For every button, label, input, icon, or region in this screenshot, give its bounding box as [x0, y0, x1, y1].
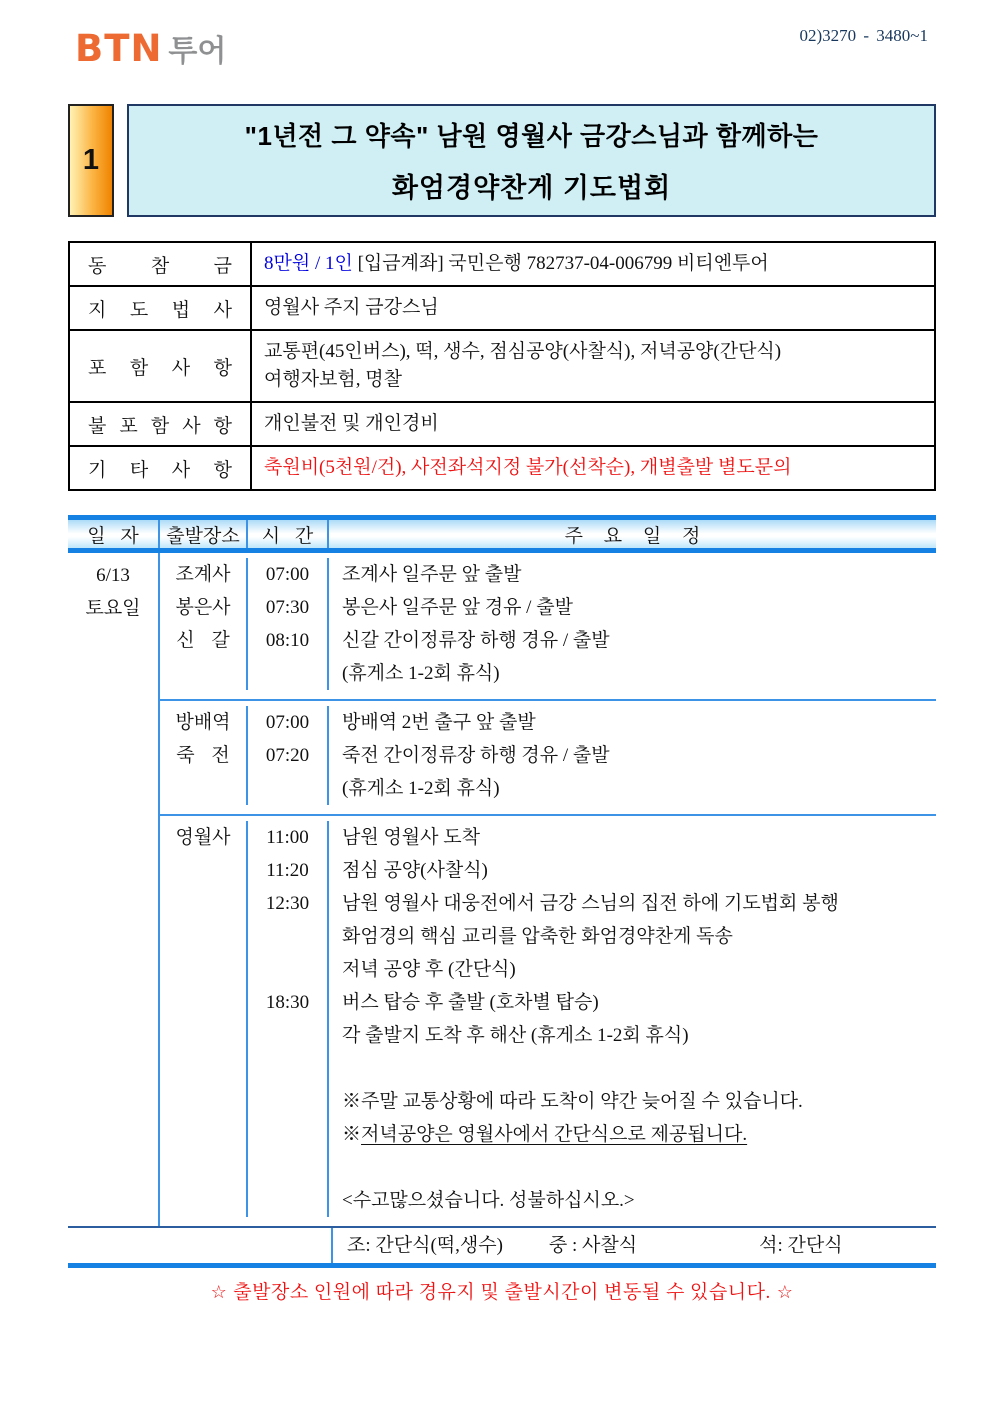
- desc-cell: [329, 1118, 936, 1151]
- desc-cell: (휴게소 1-2회 휴식): [342, 663, 500, 684]
- place-cell: 방배역: [160, 706, 248, 739]
- info-label: 불 포 함 사 항: [88, 415, 232, 437]
- logo-tour-text: 투어: [168, 34, 227, 69]
- schedule-line: [160, 821, 936, 854]
- desc-cell: 방배역 2번 출구 앞 출발: [342, 712, 536, 733]
- desc-cell: 남원 영월사 대웅전에서 금강 스님의 집전 하에 기도법회 봉행: [342, 893, 839, 914]
- time-cell: [248, 772, 329, 805]
- desc-cell: [329, 1052, 936, 1085]
- meal-dinner: 석: 간단식: [759, 1235, 843, 1256]
- meals-row: [68, 1226, 936, 1268]
- time-cell: [248, 1085, 329, 1118]
- place-cell: [160, 986, 248, 1019]
- schedule-line: [160, 854, 936, 887]
- star-icon: ☆: [210, 1282, 228, 1302]
- meal-lunch: 중 : 사찰식: [548, 1235, 638, 1256]
- time-cell: 07:30: [248, 591, 329, 624]
- time-cell: [248, 657, 329, 690]
- time-cell: [248, 1184, 329, 1217]
- time-cell: 08:10: [248, 624, 329, 657]
- schedule-line: [160, 1019, 936, 1052]
- info-row-included: [70, 329, 934, 401]
- event-title-box: [127, 104, 936, 217]
- place-cell: [160, 1019, 248, 1052]
- info-row-etc: [70, 445, 934, 489]
- document-header: [68, 0, 936, 78]
- info-label: 동 참 금: [88, 255, 232, 277]
- desc-cell: <수고많으셨습니다. 성불하십시오.>: [342, 1190, 635, 1211]
- desc-cell: 각 출발지 도착 후 해산 (휴게소 1-2회 휴식): [342, 1025, 689, 1046]
- schedule-line: [160, 624, 936, 657]
- time-cell: [248, 920, 329, 953]
- schedule-line-note-underlined: [160, 1118, 936, 1151]
- desc-cell: 봉은사 일주문 앞 경유 / 출발: [342, 597, 573, 618]
- btn-tour-logo: [75, 26, 226, 70]
- schedule-group-seoul-south: [160, 699, 936, 814]
- desc-cell: 점심 공양(사찰식): [342, 860, 488, 881]
- time-cell: [248, 953, 329, 986]
- note-underlined-text: 저녁공양은 영월사에서 간단식으로 제공됩니다.: [361, 1124, 748, 1145]
- info-value: [250, 243, 934, 285]
- star-icon: ☆: [776, 1282, 794, 1302]
- info-value-etc: 축원비(5천원/건), 사전좌석지정 불가(선착순), 개별출발 별도문의: [250, 447, 934, 489]
- info-label: 지 도 법 사: [88, 299, 232, 321]
- info-row-excluded: [70, 401, 934, 445]
- schedule-line-blank: [160, 1052, 936, 1085]
- schedule-line: [160, 887, 936, 920]
- meals-info: [331, 1228, 936, 1263]
- schedule-group-seoul-east: [160, 553, 936, 699]
- date-cell: [68, 553, 160, 1226]
- item-number-badge: 1: [68, 104, 114, 217]
- col-header-date: 일 자: [68, 520, 160, 548]
- info-table: [68, 241, 936, 491]
- info-label: 포 함 사 항: [88, 357, 232, 379]
- desc-cell: 남원 영월사 도착: [342, 827, 480, 848]
- info-value: 개인불전 및 개인경비: [250, 403, 934, 445]
- time-cell: 18:30: [248, 986, 329, 1019]
- note-marker: ※: [342, 1124, 362, 1145]
- schedule-line-blank: [160, 1151, 936, 1184]
- place-cell: [160, 854, 248, 887]
- time-cell: [248, 1118, 329, 1151]
- schedule-table: [68, 515, 936, 1268]
- time-cell: 12:30: [248, 887, 329, 920]
- meal-breakfast: 조: 간단식(떡,생수): [347, 1235, 503, 1256]
- desc-cell: ※주말 교통상황에 따라 도착이 약간 늦어질 수 있습니다.: [342, 1091, 803, 1112]
- schedule-group-temple: [160, 814, 936, 1226]
- col-header-itinerary: 주 요 일 정: [564, 525, 701, 547]
- place-cell: [160, 920, 248, 953]
- schedule-line: [160, 920, 936, 953]
- notice-message: 출발장소 인원에 따라 경유지 및 출발시간이 변동될 수 있습니다.: [233, 1282, 771, 1303]
- time-cell: 07:20: [248, 739, 329, 772]
- meals-row-spacer: [68, 1228, 331, 1263]
- time-cell: 11:20: [248, 854, 329, 887]
- title-section: [68, 104, 936, 217]
- schedule-line: [160, 591, 936, 624]
- info-row-monk: [70, 285, 934, 329]
- place-cell: [160, 657, 248, 690]
- schedule-header-row: [68, 515, 936, 553]
- date-value: 6/13: [96, 565, 130, 586]
- desc-cell: 저녁 공양 후 (간단식): [342, 959, 516, 980]
- schedule-groups: [160, 553, 936, 1226]
- desc-cell: [329, 1151, 936, 1184]
- logo-btn-text: BTN: [75, 27, 163, 70]
- schedule-line: [160, 739, 936, 772]
- desc-cell: 조계사 일주문 앞 출발: [342, 564, 522, 585]
- place-cell: 조계사: [160, 558, 248, 591]
- time-cell: 11:00: [248, 821, 329, 854]
- place-cell: 영월사: [160, 821, 248, 854]
- info-label: 기 타 사 항: [88, 459, 232, 481]
- schedule-body: [68, 553, 936, 1226]
- place-cell: 신 갈: [160, 624, 248, 657]
- schedule-line: [160, 558, 936, 591]
- schedule-line: [160, 772, 936, 805]
- place-cell: [160, 1052, 248, 1085]
- info-value: 교통편(45인버스), 떡, 생수, 점심공양(사찰식), 저녁공양(간단식) 여행자보험, 명찰: [250, 331, 934, 401]
- place-cell: [160, 953, 248, 986]
- schedule-line-note: [160, 1085, 936, 1118]
- place-cell: 봉은사: [160, 591, 248, 624]
- time-cell: [248, 1052, 329, 1085]
- info-value: 영월사 주지 금강스님: [250, 287, 934, 329]
- day-of-week: 토요일: [85, 598, 141, 619]
- col-header-departure: 출발장소: [160, 520, 248, 548]
- time-cell: [248, 1019, 329, 1052]
- phone-number: 02)3270 - 3480~1: [799, 26, 928, 45]
- desc-cell: 화엄경의 핵심 교리를 압축한 화엄경약찬게 독송: [342, 926, 733, 947]
- place-cell: [160, 1151, 248, 1184]
- schedule-line: [160, 953, 936, 986]
- notice-text: [68, 1277, 936, 1304]
- desc-cell: 신갈 간이정류장 하행 경유 / 출발: [342, 630, 610, 651]
- place-cell: [160, 1085, 248, 1118]
- place-cell: [160, 1184, 248, 1217]
- desc-cell: 죽전 간이정류장 하행 경유 / 출발: [342, 745, 610, 766]
- time-cell: 07:00: [248, 558, 329, 591]
- schedule-line-closing: [160, 1184, 936, 1217]
- place-cell: [160, 887, 248, 920]
- info-row-fee: [70, 243, 934, 285]
- schedule-line: [160, 986, 936, 1019]
- event-title-line1: "1년전 그 약속" 남원 영월사 금강스님과 함께하는: [244, 121, 819, 151]
- place-cell: [160, 1118, 248, 1151]
- schedule-line: [160, 706, 936, 739]
- time-cell: [248, 1151, 329, 1184]
- desc-cell: (휴게소 1-2회 휴식): [342, 778, 500, 799]
- desc-cell: 버스 탑승 후 출발 (호차별 탑승): [342, 992, 599, 1013]
- fee-amount: 8만원 / 1인: [264, 253, 353, 274]
- event-title-line2: 화엄경약찬게 기도법회: [391, 173, 672, 203]
- place-cell: [160, 772, 248, 805]
- place-cell: 죽 전: [160, 739, 248, 772]
- time-cell: 07:00: [248, 706, 329, 739]
- schedule-line: [160, 657, 936, 690]
- col-header-time: 시 간: [248, 520, 329, 548]
- fee-account: [입금계좌] 국민은행 782737-04-006799 비티엔투어: [357, 253, 769, 274]
